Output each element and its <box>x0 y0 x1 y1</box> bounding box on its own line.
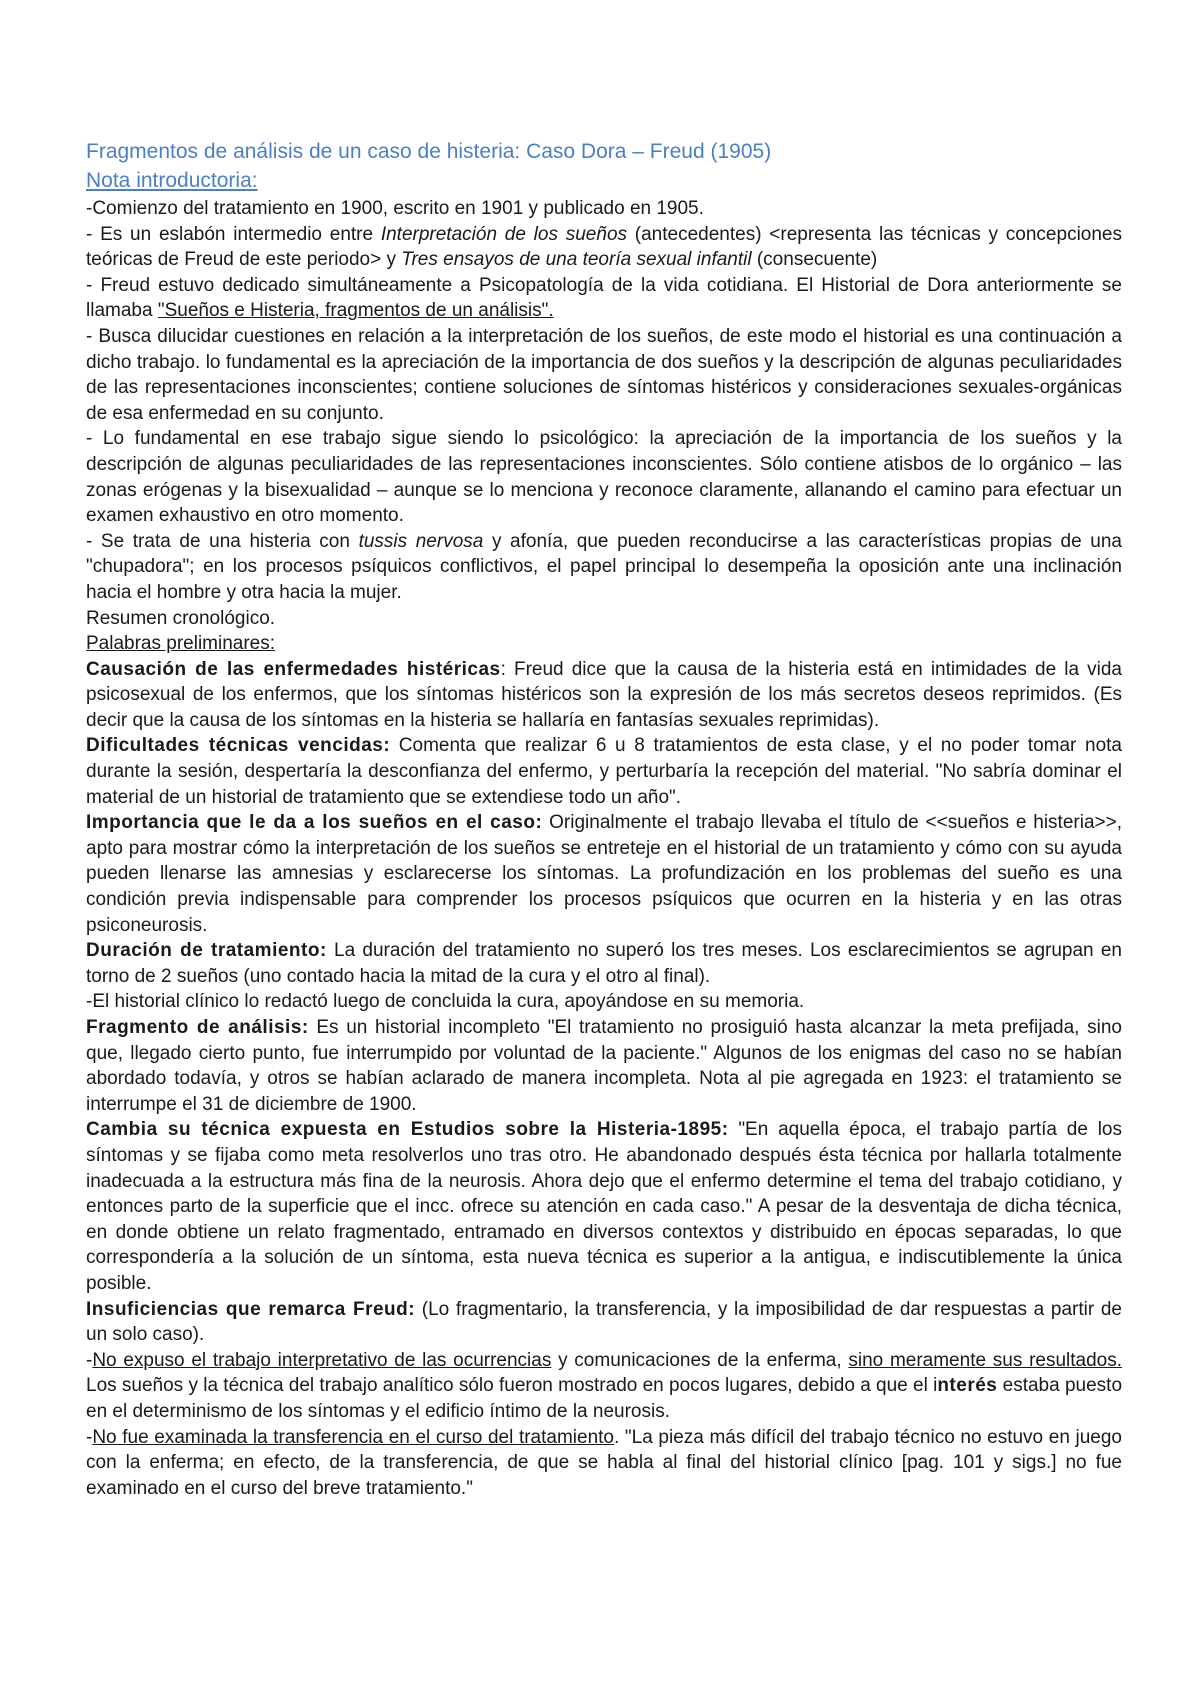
intro-paragraph-6: - Se trata de una histeria con tussis nervosa y afonía, que pueden reconducirse a las características propias de una "chupadora"; en los procesos psíquicos conflictivos, el papel principal lo desempeña la oposición ante una inclinación hacia el hombre y otra hacia la mujer. <box>86 530 1122 603</box>
section-duracion-note: -El historial clínico lo redactó luego de concluida la cura, apoyándose en su memoria. <box>86 991 805 1013</box>
section-cambia-label: Cambia su técnica expuesta en Estudios sobre la Histeria-1895: <box>86 1119 729 1141</box>
section-insuficiencias-label: Insuficiencias que remarca Freud: <box>86 1298 416 1320</box>
section-no-expuso: -No expuso el trabajo interpretativo de las ocurrencias y comunicaciones de la enferma, sino meramente sus resultados. Los sueños y la técnica del trabajo analítico sólo fueron mostrado en pocos lugares, debido a que el interés estaba puesto en el determinismo de los síntomas y el edificio íntimo de la neurosis. <box>86 1349 1123 1422</box>
intro-paragraph-4: - Busca dilucidar cuestiones en relación a la interpretación de los sueños, de este modo el historial es una continuación a dicho trabajo. lo fundamental es la apreciación de la importancia de dos sueños y la descripción de algunas peculiaridades de las representaciones inconscientes; contiene soluciones de síntomas histéricos y consideraciones sexuales-orgánicas de esa enfermedad en su conjunto. <box>86 325 1122 424</box>
intro-paragraph-7: Resumen cronológico. <box>86 607 276 629</box>
section-duracion: Duración de tratamiento: La duración del tratamiento no superó los tres meses. Los esclarecimientos se agrupan en torno de 2 sueños (uno contado hacia la mitad de la cura y el otro al final). <box>86 940 1122 987</box>
section-dificultades-label: Dificultades técnicas vencidas: <box>86 735 391 757</box>
section-importancia-label: Importancia que le da a los sueños en el caso: <box>86 812 543 834</box>
document-page <box>86 138 1122 1501</box>
book-title-tres-ensayos: Tres ensayos de una teoría sexual infantil <box>401 249 752 271</box>
intro-paragraph-1: -Comienzo del tratamiento en 1900, escrito en 1901 y publicado en 1905. <box>86 198 704 219</box>
section-fragmento-label: Fragmento de análisis: <box>86 1017 309 1038</box>
intro-paragraph-2: - Es un eslabón intermedio entre Interpretación de los sueños (antecedentes) <representa las técnicas y concepciones teóricas de Freud de este periodo> y Tres ensayos de una teoría sexual infantil (consecuente) <box>86 223 1122 271</box>
section-cambia: Cambia su técnica expuesta en Estudios sobre la Histeria-1895: "En aquella época, el trabajo partía de los síntomas y se fijaba como meta resolverlos uno tras otro. He abandonado después ésta técnica por hallarla totalmente inadecuada a la estructura más fina de la neurosis. Ahora dejo que el enfermo determine el tema del trabajo cotidiano, y entonces parto de la superficie que el incc. ofrece su atención en cada caso." A pesar de la desventaja de dicha técnica, en donde obtiene un relato fragmentado, entramado en diversos contextos y distribuido en épocas separadas, lo que correspondería a la solución de un síntoma, esta nueva técnica es superior a la antigua, e indiscutiblemente la única posible. <box>86 1119 1122 1294</box>
section-no-transferencia: -No fue examinada la transferencia en el curso del tratamiento. "La pieza más difícil del trabajo técnico no estuvo en juego con la enferma; en efecto, de la transferencia, de que se habla al final del historial clínico [pag. 101 y sigs.] no fue examinado en el curso del breve tratamiento." <box>86 1426 1122 1499</box>
book-title-interpretacion: Interpretación de los sueños <box>380 223 628 245</box>
section-causacion-label: Causación de las enfermedades histéricas <box>86 658 501 680</box>
prelim-heading: Palabras preliminares: <box>86 633 276 655</box>
tussis-nervosa-term: tussis nervosa <box>358 530 484 552</box>
section-duracion-label: Duración de tratamiento: <box>86 940 327 962</box>
former-title: "Sueños e Histeria, fragmentos de un análisis". <box>157 300 554 322</box>
section-importancia: Importancia que le da a los sueños en el caso: Originalmente el trabajo llevaba el título de <<sueños e histeria>>, apto para mostrar cómo la interpretación de los sueños se entreteje en el historial de un tratamiento y cómo con su ayuda pueden llenarse las amnesias y esclarecerse los síntomas. La profundización en los problemas del sueño es una condición previa indispensable para comprender los procesos psíquicos que ocurren en la histeria y en las otras psiconeurosis. <box>86 812 1122 936</box>
section-dificultades: Dificultades técnicas vencidas: Comenta que realizar 6 u 8 tratamientos de esta clase, y el no poder tomar nota durante la sesión, despertaría la desconfianza del enfermo, y perturbaría la recepción del material. "No sabría dominar el material de un historial de tratamiento que se extendiese todo un año". <box>86 735 1122 808</box>
intro-paragraph-3: - Freud estuvo dedicado simultáneamente a Psicopatología de la vida cotidiana. El Historial de Dora anteriormente se llamaba "Sueños e Histeria, fragmentos de un análisis". <box>86 274 1122 322</box>
section-causacion: Causación de las enfermedades histéricas: Freud dice que la causa de la histeria está en intimidades de la vida psicosexual de los enfermos, que los síntomas histéricos son la expresión de los más secretos deseos reprimidos. (Es decir que la causa de los síntomas en la histeria se hallaría en fantasías sexuales reprimidas). <box>86 658 1122 731</box>
section-insuficiencias: Insuficiencias que remarca Freud: (Lo fragmentario, la transferencia, y la imposibilidad de dar respuestas a partir de un solo caso). <box>86 1298 1122 1346</box>
intro-paragraph-5: - Lo fundamental en ese trabajo sigue siendo lo psicológico: la apreciación de la importancia de los sueños y la descripción de algunas peculiaridades de las representaciones inconscientes. Sólo contiene atisbos de lo orgánico – las zonas erógenas y la bisexualidad – aunque se lo menciona y reconoce claramente, allanando el camino para efectuar un examen exhaustivo en otro momento. <box>86 428 1122 527</box>
document-title: Fragmentos de análisis de un caso de histeria: Caso Dora – Freud (1905) <box>86 140 772 163</box>
intro-heading: Nota introductoria: <box>86 169 258 192</box>
section-fragmento: Fragmento de análisis: Es un historial incompleto "El tratamiento no prosiguió hasta alcanzar la meta prefijada, sino que, llegado cierto punto, fue interrumpido por voluntad de la paciente." Algunos de los enigmas del caso no se habían abordado todavía, y otros se habían aclarado de manera incompleta. Nota al pie agregada en 1923: el tratamiento se interrumpe el 31 de diciembre de 1900. <box>86 1017 1122 1115</box>
